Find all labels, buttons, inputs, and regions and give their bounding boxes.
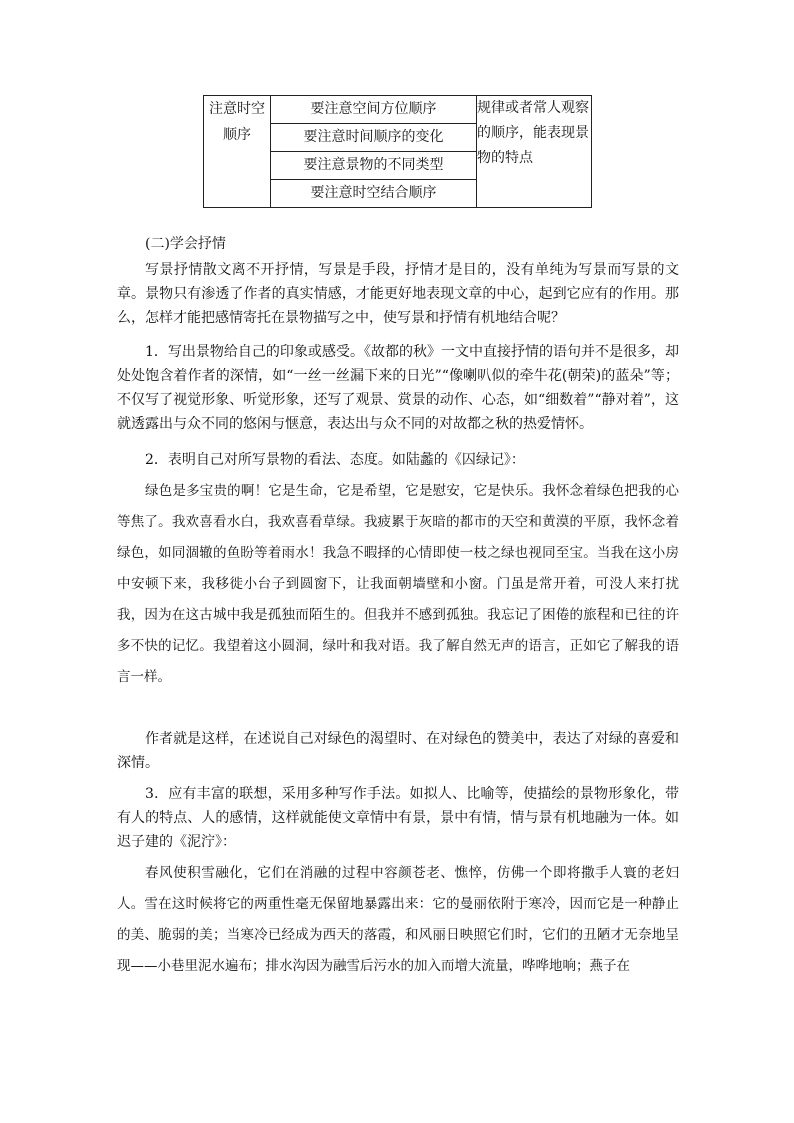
point-2-paragraph: 2．表明自己对所写景物的看法、态度。如陆蠡的《囚绿记》： [145, 452, 525, 468]
table-cell-item: 要注意空间方位顺序 [271, 96, 477, 124]
intro-paragraph: 写景抒情散文离不开抒情，写景是手段，抒情才是目的，没有单纯为写景而写景的文章。景物只有渗透了作者的真实情感，才能更好地表现文章的中心，起到它应有的作用。那么，怎样才能把感情寄托在景物描写之中，使写景和抒情有机地结合呢？ [117, 262, 679, 326]
author-comment-paragraph: 作者就是这样，在述说自己对绿色的渴望时、在对绿色的赞美中，表达了对绿的喜爱和深情。 [117, 731, 679, 771]
table-cell-item: 要注意时空结合顺序 [271, 180, 477, 208]
quote-qiulvji: 绿色是多宝贵的啊！它是生命，它是希望，它是慰安，它是快乐。我怀念着绿色把我的心等焦了。我欢喜看水白，我欢喜看草绿。我疲累于灰暗的都市的天空和黄漠的平原，我怀念着绿色，如同涸辙的鱼盼等着雨水！我急不暇择的心情即使一枝之绿也视同至宝。当我在这小房中安顿下来，我移徙小台子到圆窗下，让我面朝墙壁和小窗。门虽是常开着，可没人来打扰我，因为在这古城中我是孤独而陌生的。但我并不感到孤独。我忘记了困倦的旅程和已往的许多不快的记忆。我望着这小圆洞，绿叶和我对语。我了解自然无声的语言，正如它了解我的语言一样。 [117, 483, 679, 685]
point-3-paragraph: 3．应有丰富的联想，采用多种写作手法。如拟人、比喻等，使描绘的景物形象化，带有人的特点、人的感情，这样就能使文章情中有景，景中有情，情与景有机地融为一体。如迟子建的《泥泞》： [117, 786, 679, 850]
section-heading: (二)学会抒情 [145, 236, 226, 252]
point-1-paragraph: 1．写出景物给自己的印象或感受。《故都的秋》一文中直接抒情的语句并不是很多，却处处饱含着作者的深情，如“一丝一丝漏下来的日光”“像喇叭似的牵牛花(朝荣)的蓝朵”等；不仅写了视觉形象、听觉形象，还写了观景、赏景的动作、心态，如“细数着”“静对着”，这就透露出与众不同的悠闲与惬意，表达出与众不同的对故都之秋的热爱情怀。 [117, 344, 679, 432]
writing-order-table [203, 95, 592, 208]
table-cell-note: 规律或者常人观察的顺序，能表现景物的特点 [477, 96, 592, 208]
table-cell-category: 注意时空顺序 [204, 96, 271, 208]
table-cell-item: 要注意时间顺序的变化 [271, 124, 477, 152]
quote-nining: 春风使积雪融化，它们在消融的过程中容颜苍老、憔悴，仿佛一个即将撒手人寰的老妇人。雪在这时候将它的两重性毫无保留地暴露出来：它的曼丽依附于寒冷，因而它是一种静止的美、脆弱的美；当寒冷已经成为西天的落霞，和风丽日映照它们时，它们的丑陋才无奈地呈现——小巷里泥水遍布；排水沟因为融雪后污水的加入而增大流量，哗哗地响；燕子在 [117, 865, 679, 974]
table-row [204, 96, 592, 124]
table-cell-item: 要注意景物的不同类型 [271, 152, 477, 180]
